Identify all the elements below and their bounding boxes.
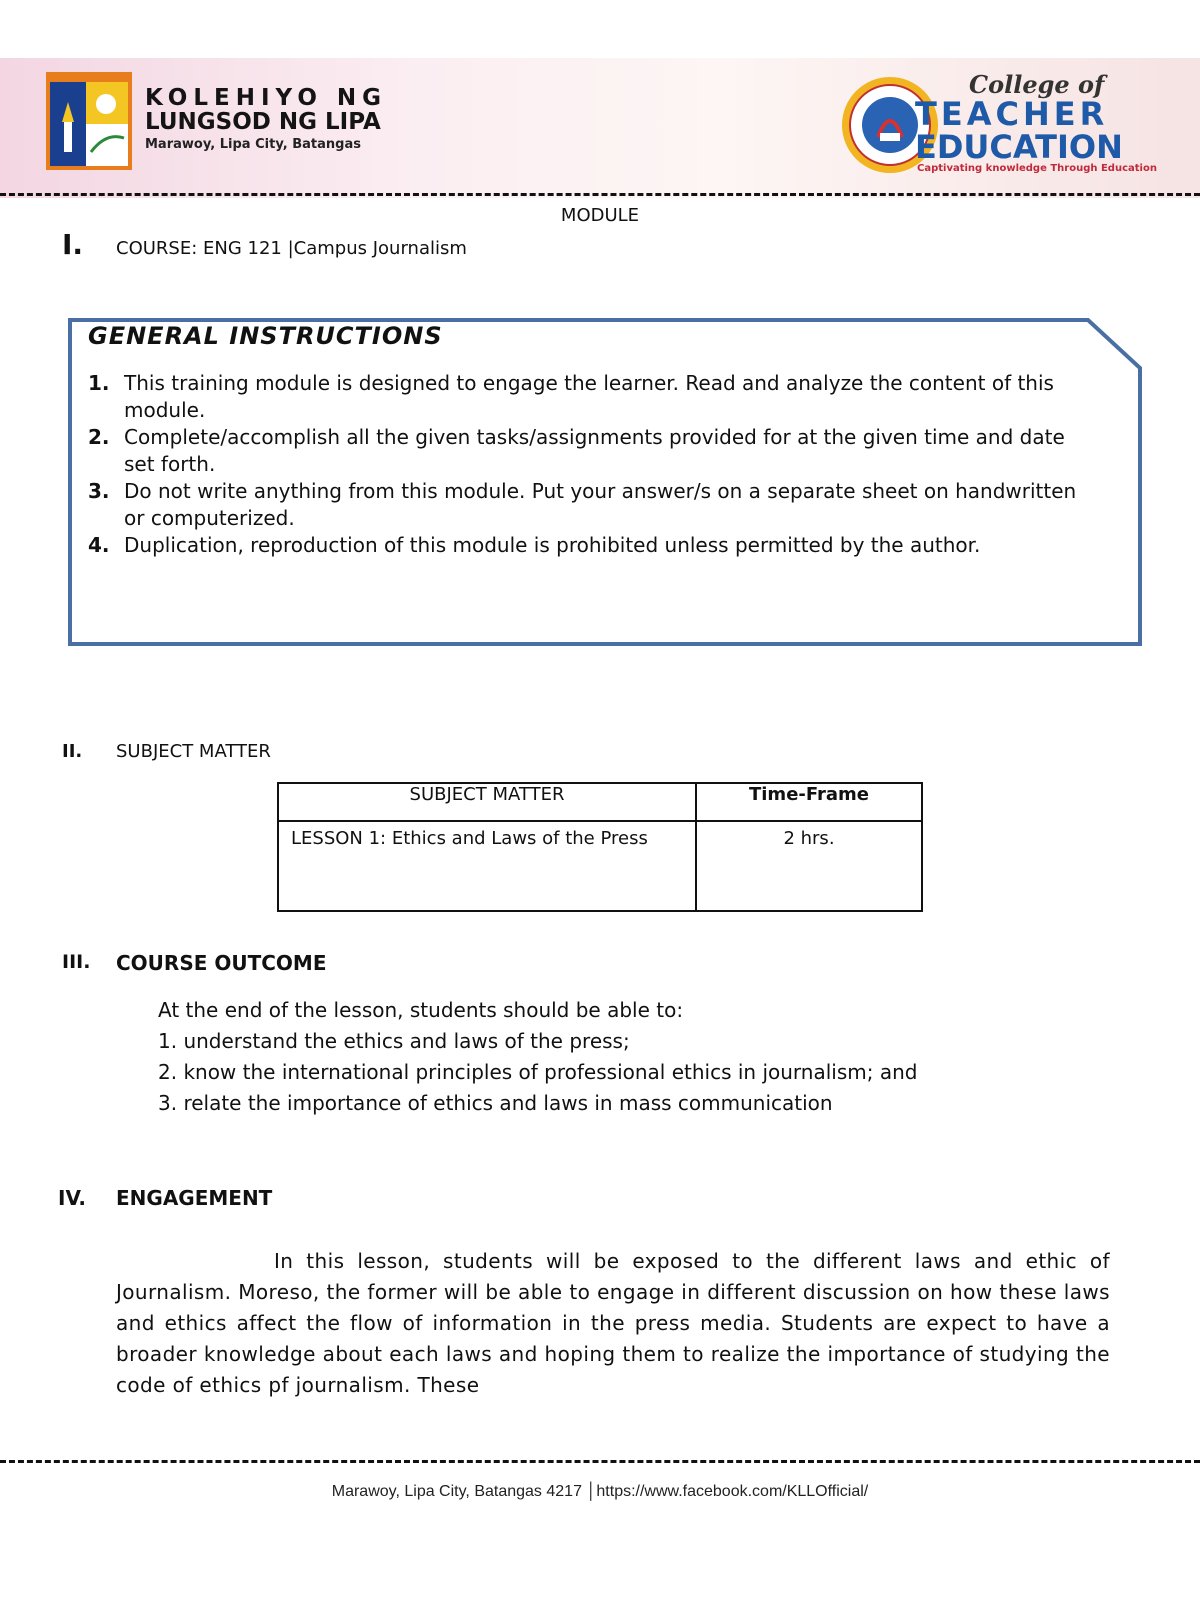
section-2-roman: II. (62, 741, 83, 762)
table-cell: 2 hrs. (696, 821, 922, 911)
course-title: COURSE: ENG 121 |Campus Journalism (116, 238, 467, 259)
college-of: College of (969, 70, 1105, 99)
header-divider (0, 193, 1200, 196)
college-tagline: Captivating knowledge Through Education (917, 163, 1157, 174)
course-outcomes (158, 995, 917, 1119)
school-name-line1: KOLEHIYO NG (145, 85, 388, 111)
module-title: MODULE (560, 205, 640, 226)
engagement-paragraph: In this lesson, students will be exposed to the different laws and ethic of Journalism. Moreso, the former will be able to engage in different discussion on how these laws and ethics affect the flow of information in the press media. Students are expect to have a broader knowledge about each laws and hoping them to realize the importance of studying the code of ethics pf journalism. These (116, 1249, 1110, 1397)
instructions-title: GENERAL INSTRUCTIONS (88, 322, 443, 350)
list-item: 3. Do not write anything from this module. Put your answer/s on a separate sheet on handwritten or computerized. (88, 479, 1077, 530)
table-header-cell: SUBJECT MATTER (278, 783, 696, 821)
instructions-list (88, 370, 1098, 559)
college-teacher: TEACHER (915, 95, 1109, 133)
instructions-content (88, 322, 1098, 559)
college-name-block (915, 70, 1157, 174)
list-item: 2. Complete/accomplish all the given tasks/assignments provided for at the given time and date set forth. (88, 425, 1065, 476)
footer-address: Marawoy, Lipa City, Batangas 4217 │https://www.facebook.com/KLLOfficial/ (331, 1483, 869, 1500)
subject-matter-table (277, 782, 923, 912)
school-logo (46, 72, 132, 170)
section-3-heading: COURSE OUTCOME (116, 951, 327, 975)
list-item: 2. know the international principles of professional ethics in journalism; and (158, 1060, 918, 1084)
table-row (278, 821, 922, 911)
section-3-roman: III. (62, 951, 91, 973)
list-item: 1. This training module is designed to engage the learner. Read and analyze the content of this module. (88, 371, 1054, 422)
school-name-line2: LUNGSOD NG LIPA (145, 109, 381, 135)
list-item: 3. relate the importance of ethics and laws in mass communication (158, 1091, 833, 1115)
list-item: 1. understand the ethics and laws of the press; (158, 1029, 630, 1053)
school-address: Marawoy, Lipa City, Batangas (145, 137, 361, 152)
list-item: 4. Duplication, reproduction of this module is prohibited unless permitted by the author. (88, 533, 981, 557)
college-education: EDUCATION (915, 128, 1123, 166)
table-header-cell: Time-Frame (696, 783, 922, 821)
table-header-row (278, 783, 922, 821)
section-2-heading: SUBJECT MATTER (116, 741, 271, 762)
footer-divider (0, 1460, 1200, 1463)
school-name-block (145, 85, 387, 152)
section-1-roman: I. (62, 228, 84, 261)
section-4-roman: IV. (58, 1186, 86, 1210)
outcomes-intro: At the end of the lesson, students should be able to: (158, 998, 684, 1022)
table-cell: LESSON 1: Ethics and Laws of the Press (278, 821, 696, 911)
section-4-heading: ENGAGEMENT (116, 1186, 273, 1210)
